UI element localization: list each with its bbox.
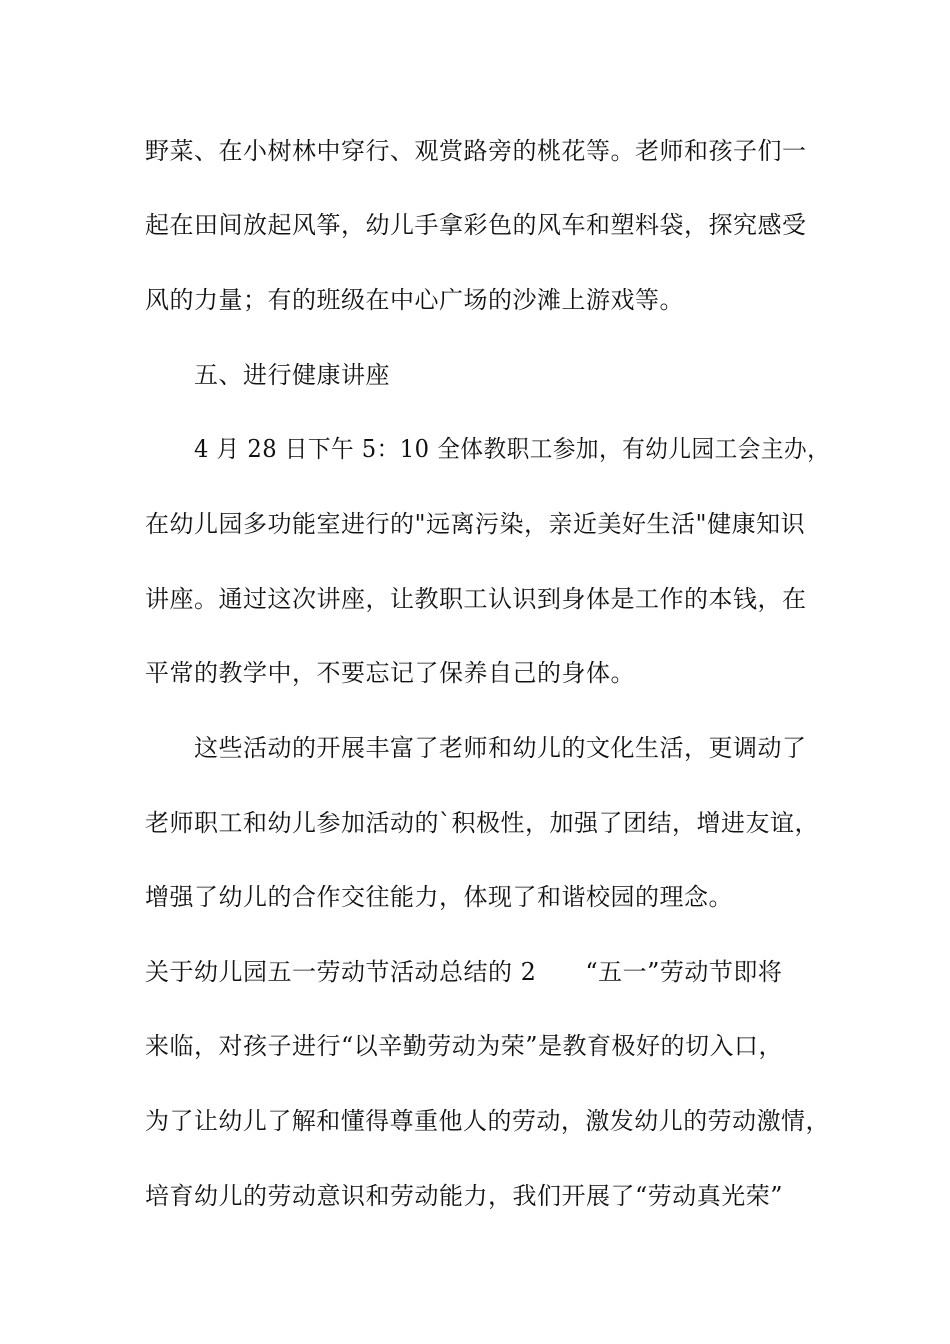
text-line: 在幼儿园多功能室进行的"远离污染，亲近美好生活"健康知识 [145,510,806,538]
text-line: 关于幼儿园五一劳动节活动总结的 2 “五一”劳动节即将 [145,958,783,986]
text-line: 老师职工和幼儿参加活动的`积极性，加强了团结，增进友谊， [145,809,819,837]
text-line: 这些活动的开展丰富了老师和幼儿的文化生活，更调动了 [194,734,807,762]
text-line: 平常的教学中，不要忘记了保养自己的身体。 [145,659,635,687]
text-line: 讲座。通过这次讲座，让教职工认识到身体是工作的本钱，在 [145,585,807,613]
section-heading: 五、进行健康讲座 [194,361,390,389]
text-line: 4 月 28 日下午 5：10 全体教职工参加，有幼儿园工会主办， [194,435,831,463]
text-line: 风的力量；有的班级在中心广场的沙滩上游戏等。 [145,286,684,314]
text-line: 培育幼儿的劳动意识和劳动能力，我们开展了“劳动真光荣” [145,1182,784,1210]
text-line: 起在田间放起风筝，幼儿手拿彩色的风车和塑料袋，探究感受 [145,211,807,239]
text-line: 野菜、在小树林中穿行、观赏路旁的桃花等。老师和孩子们一 [145,137,807,165]
text-line: 来临，对孩子进行“以辛勤劳动为荣”是教育极好的切入口， [145,1032,784,1060]
text-line: 增强了幼儿的合作交往能力，体现了和谐校园的理念。 [145,883,733,911]
text-line: 为了让幼儿了解和懂得尊重他人的劳动，激发幼儿的劳动激情， [145,1107,830,1135]
